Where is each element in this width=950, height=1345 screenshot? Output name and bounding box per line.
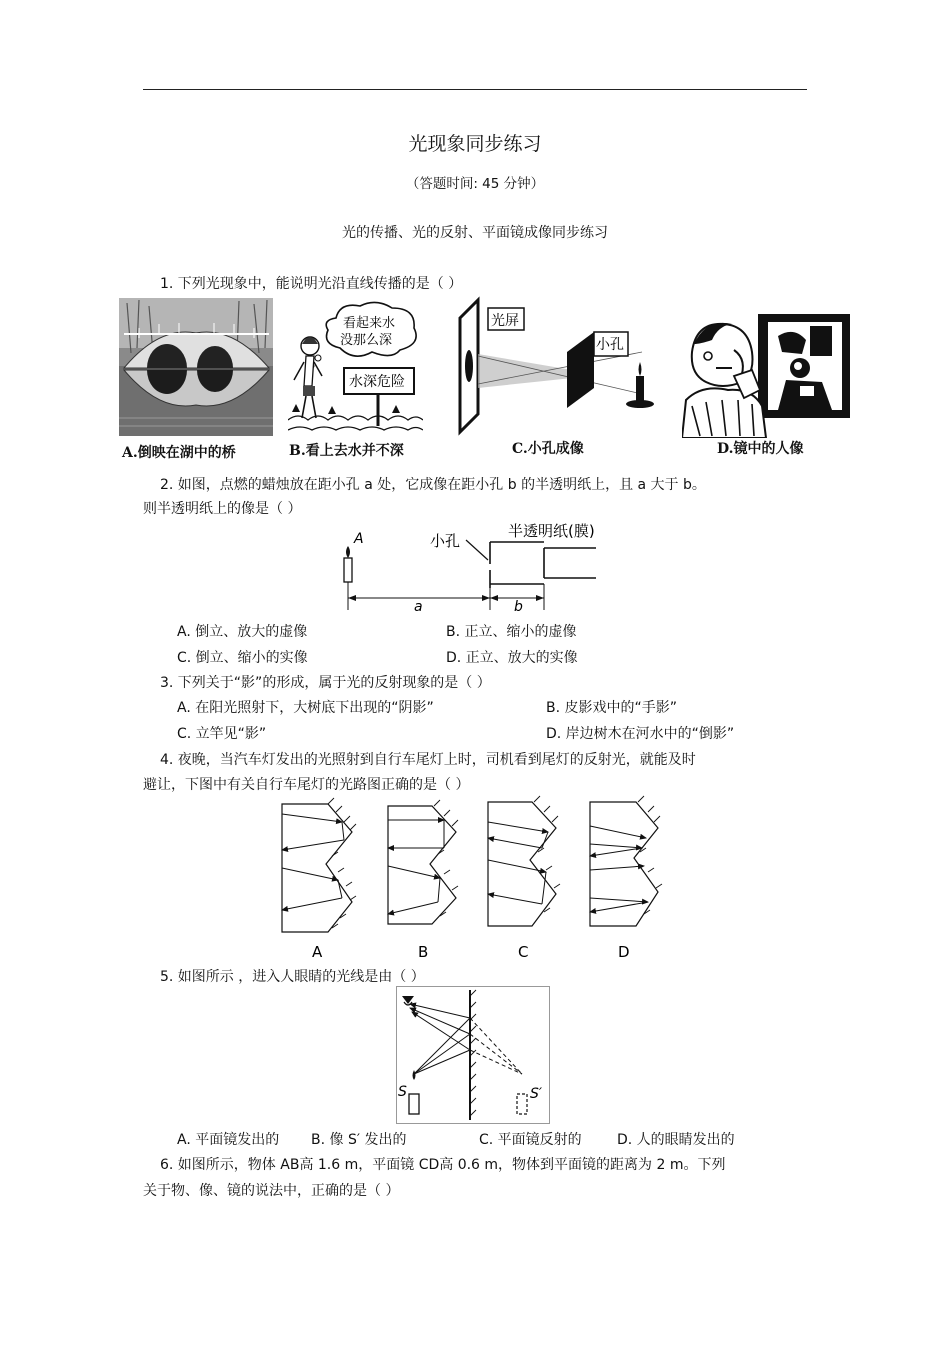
top-rule xyxy=(143,89,807,90)
reflector-c[interactable] xyxy=(488,796,560,961)
q3-option-d[interactable]: D. 岸边树木在河水中的“倒影” xyxy=(546,726,735,742)
section-title: 光的传播、光的反射、平面镜成像同步练习 xyxy=(342,225,608,241)
q2-option-b[interactable]: B. 正立、缩小的虚像 xyxy=(446,624,577,640)
option-d-label: D xyxy=(618,943,630,961)
q2-stem-line2: 则半透明纸上的像是（ ） xyxy=(143,501,302,517)
option-a-label: A xyxy=(312,943,323,961)
q1-stem: 1. 下列光现象中，能说明光沿直线传播的是（ ） xyxy=(160,276,463,292)
pinhole-label: 小孔 xyxy=(430,532,461,550)
q1-caption-c: C.小孔成像 xyxy=(512,441,584,457)
q5-stem: 5. 如图所示 ，进入人眼睛的光线是由（ ） xyxy=(160,969,425,985)
q6-stem-line2: 关于物、像、镜的说法中，正确的是（ ） xyxy=(143,1183,400,1199)
q5-option-b[interactable]: B. 像 S′ 发出的 xyxy=(311,1132,407,1148)
q1-caption-d: D.镜中的人像 xyxy=(717,441,804,457)
q4-stem-line2: 避让，下图中有关自行车尾灯的光路图正确的是（ ） xyxy=(143,777,470,793)
q1-caption-a: A.倒映在湖中的桥 xyxy=(122,445,236,461)
q5-option-c[interactable]: C. 平面镜反射的 xyxy=(479,1132,582,1148)
candle-label: A xyxy=(354,531,364,547)
hole-label: 小孔 xyxy=(596,337,624,353)
translucent-paper-label: 半透明纸(膜) xyxy=(508,522,595,540)
object-s-label: S xyxy=(398,1084,407,1100)
q1-shallow-water-cartoon xyxy=(288,300,423,436)
warning-sign-text: 水深危险 xyxy=(349,374,405,390)
bubble-line-1: 看起来水 xyxy=(343,316,396,331)
option-b-label: B xyxy=(418,943,429,961)
q3-option-b[interactable]: B. 皮影戏中的“手影” xyxy=(546,700,678,716)
q5-plane-mirror-diagram xyxy=(396,986,550,1124)
reflector-b[interactable] xyxy=(388,800,458,961)
q2-option-d[interactable]: D. 正立、放大的实像 xyxy=(446,650,578,666)
q4-reflector-diagrams xyxy=(270,794,680,964)
q5-option-a[interactable]: A. 平面镜发出的 xyxy=(177,1132,280,1148)
option-c-label: C xyxy=(518,943,529,961)
q5-option-d[interactable]: D. 人的眼睛发出的 xyxy=(617,1132,735,1148)
q3-option-a[interactable]: A. 在阳光照射下，大树底下出现的“阴影” xyxy=(177,700,434,716)
q3-option-c[interactable]: C. 立竿见“影” xyxy=(177,726,267,742)
q2-stem-line1: 2. 如图，点燃的蜡烛放在距小孔 a 处，它成像在距小孔 b 的半透明纸上，且 a 大于 b。 xyxy=(160,477,706,493)
q4-stem-line1: 4. 夜晚，当汽车灯发出的光照射到自行车尾灯上时，司机看到尾灯的反射光，就能及时 xyxy=(160,752,696,768)
screen-label: 光屏 xyxy=(491,313,519,329)
q1-bridge-photo xyxy=(119,298,273,436)
image-s-prime-label: S′ xyxy=(530,1086,543,1102)
q2-pinhole-setup xyxy=(338,516,608,614)
reflector-d[interactable] xyxy=(590,796,662,961)
q6-stem-line1: 6. 如图所示，物体 AB高 1.6 m，平面镜 CD高 0.6 m，物体到平面镜的距离为 2 m。下列 xyxy=(160,1157,726,1173)
q3-stem: 3. 下列关于“影”的形成，属于光的反射现象的是（ ） xyxy=(160,675,491,691)
q2-option-c[interactable]: C. 倒立、缩小的实像 xyxy=(177,650,308,666)
q1-pinhole-diagram xyxy=(452,296,662,436)
reflector-a[interactable] xyxy=(282,798,356,961)
q2-option-a[interactable]: A. 倒立、放大的虚像 xyxy=(177,624,308,640)
q1-mirror-portrait xyxy=(682,310,854,438)
distance-a-label: a xyxy=(414,599,423,614)
distance-b-label: b xyxy=(514,599,523,614)
page-title: 光现象同步练习 xyxy=(408,133,542,155)
q1-caption-b: B.看上去水并不深 xyxy=(289,443,404,459)
bubble-line-2: 没那么深 xyxy=(340,333,393,348)
answer-time: （答题时间: 45 分钟） xyxy=(405,176,545,192)
